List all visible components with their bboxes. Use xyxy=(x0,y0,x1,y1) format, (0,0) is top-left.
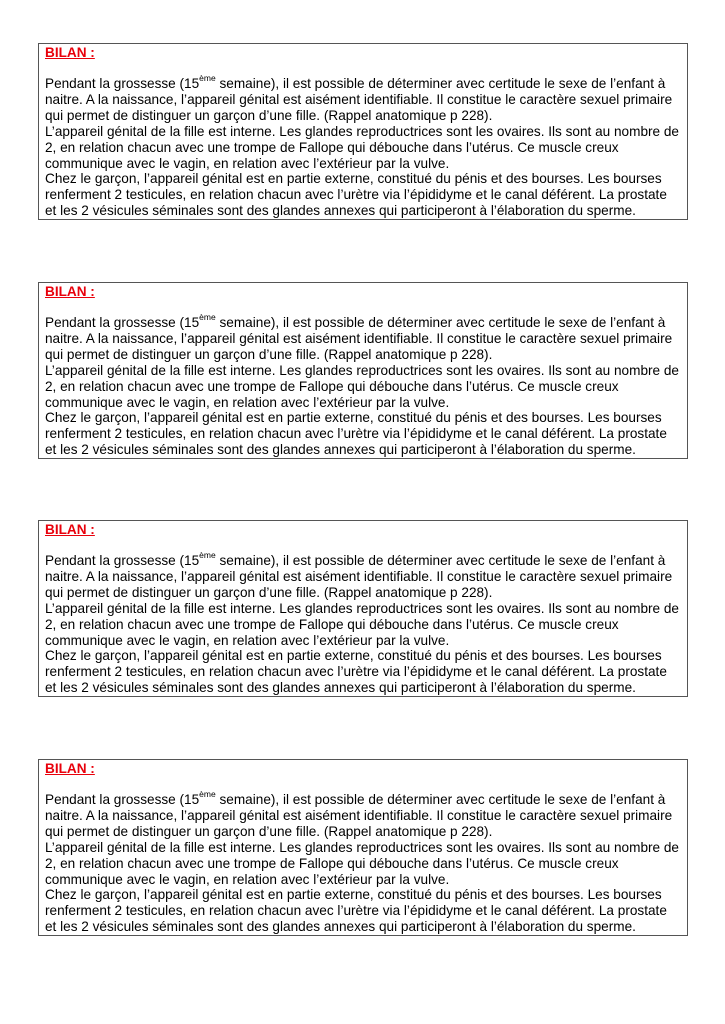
bilan-paragraph-intro: Pendant la grossesse (15ème semaine), il est possible de déterminer avec certitude le sexe de l’enfant à naitre. A la naissance, l’appareil génital est aisément identifiable. Il constitue le caractère sexuel primaire qui permet de distinguer un garçon d’une fille. (Rappel anatomique p 228). xyxy=(45,550,673,600)
bilan-paragraph-girl: L’appareil génital de la fille est interne. Les glandes reproductrices sont les ovaires. Ils sont au nombre de 2, en relation chacun avec une trompe de Fallope qui débouche dans l’utérus. Ce muscle creux communique avec le vagin, en relation avec l’extérieur par la vulve. xyxy=(45,362,679,410)
bilan-paragraph-intro: Pendant la grossesse (15ème semaine), il est possible de déterminer avec certitude le sexe de l’enfant à naitre. A la naissance, l’appareil génital est aisément identifiable. Il constitue le caractère sexuel primaire qui permet de distinguer un garçon d’une fille. (Rappel anatomique p 228). xyxy=(45,312,673,362)
bilan-box-4 xyxy=(38,759,688,936)
bilan-title: BILAN : xyxy=(45,284,95,299)
bilan-box-3 xyxy=(38,520,688,697)
bilan-paragraph-girl: L’appareil génital de la fille est interne. Les glandes reproductrices sont les ovaires. Ils sont au nombre de 2, en relation chacun avec une trompe de Fallope qui débouche dans l’utérus. Ce muscle creux communique avec le vagin, en relation avec l’extérieur par la vulve. xyxy=(45,123,679,171)
bilan-box-1 xyxy=(38,43,688,220)
bilan-paragraph-girl: L’appareil génital de la fille est interne. Les glandes reproductrices sont les ovaires. Ils sont au nombre de 2, en relation chacun avec une trompe de Fallope qui débouche dans l’utérus. Ce muscle creux communique avec le vagin, en relation avec l’extérieur par la vulve. xyxy=(45,600,679,648)
bilan-box-2 xyxy=(38,282,688,459)
bilan-paragraph-girl: L’appareil génital de la fille est interne. Les glandes reproductrices sont les ovaires. Ils sont au nombre de 2, en relation chacun avec une trompe de Fallope qui débouche dans l’utérus. Ce muscle creux communique avec le vagin, en relation avec l’extérieur par la vulve. xyxy=(45,839,679,887)
bilan-title: BILAN : xyxy=(45,522,95,537)
bilan-paragraph-intro: Pendant la grossesse (15ème semaine), il est possible de déterminer avec certitude le sexe de l’enfant à naitre. A la naissance, l’appareil génital est aisément identifiable. Il constitue le caractère sexuel primaire qui permet de distinguer un garçon d’une fille. (Rappel anatomique p 228). xyxy=(45,73,673,123)
bilan-paragraph-boy: Chez le garçon, l’appareil génital est en partie externe, constitué du pénis et des bourses. Les bourses renferment 2 testicules, en relation chacun avec l’urètre via l’épididyme et le canal déférent. La prostate et les 2 vésicules séminales sont des glandes annexes qui participeront à l’élaboration du sperme. xyxy=(45,887,667,935)
bilan-paragraph-intro: Pendant la grossesse (15ème semaine), il est possible de déterminer avec certitude le sexe de l’enfant à naitre. A la naissance, l’appareil génital est aisément identifiable. Il constitue le caractère sexuel primaire qui permet de distinguer un garçon d’une fille. (Rappel anatomique p 228). xyxy=(45,789,673,839)
bilan-title: BILAN : xyxy=(45,761,95,776)
bilan-paragraph-boy: Chez le garçon, l’appareil génital est en partie externe, constitué du pénis et des bourses. Les bourses renferment 2 testicules, en relation chacun avec l’urètre via l’épididyme et le canal déférent. La prostate et les 2 vésicules séminales sont des glandes annexes qui participeront à l’élaboration du sperme. xyxy=(45,171,667,219)
bilan-paragraph-boy: Chez le garçon, l’appareil génital est en partie externe, constitué du pénis et des bourses. Les bourses renferment 2 testicules, en relation chacun avec l’urètre via l’épididyme et le canal déférent. La prostate et les 2 vésicules séminales sont des glandes annexes qui participeront à l’élaboration du sperme. xyxy=(45,648,667,696)
bilan-paragraph-boy: Chez le garçon, l’appareil génital est en partie externe, constitué du pénis et des bourses. Les bourses renferment 2 testicules, en relation chacun avec l’urètre via l’épididyme et le canal déférent. La prostate et les 2 vésicules séminales sont des glandes annexes qui participeront à l’élaboration du sperme. xyxy=(45,410,667,458)
bilan-title: BILAN : xyxy=(45,45,95,60)
